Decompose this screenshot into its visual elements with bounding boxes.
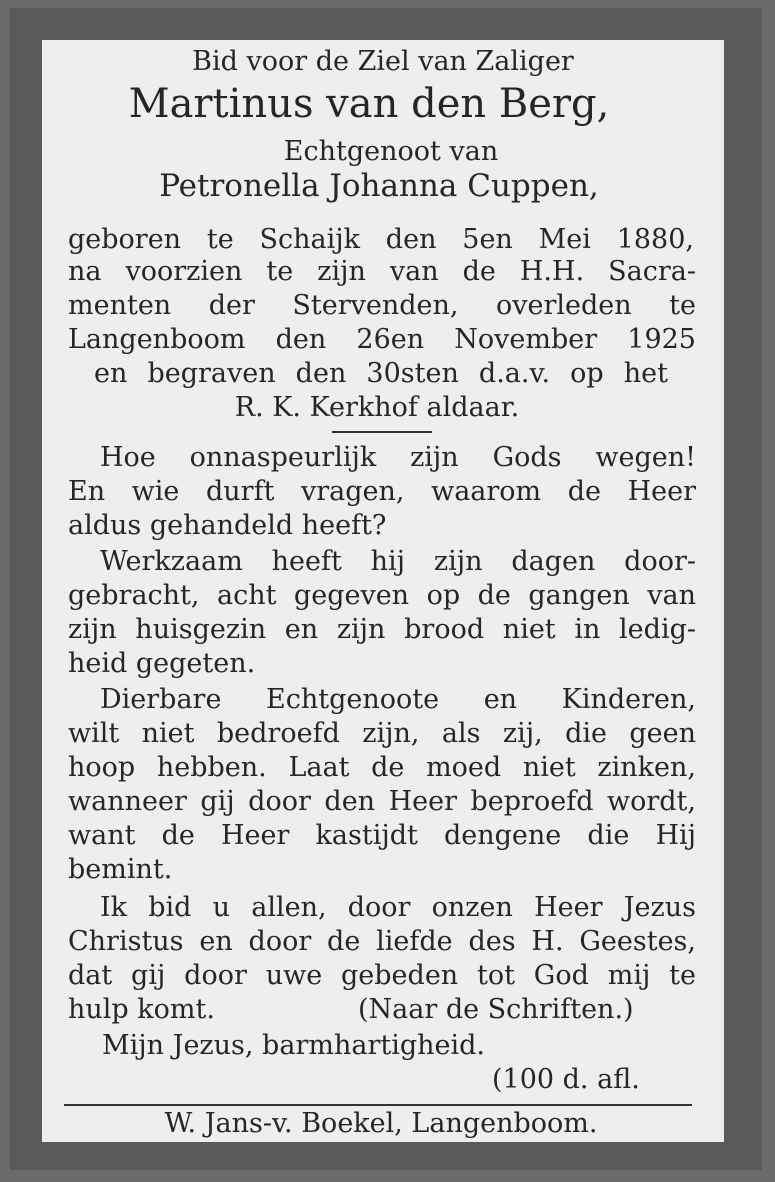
memorial-card xyxy=(42,40,724,1142)
para3-line-6: bemint. xyxy=(68,854,173,885)
para3-line-1: Dierbare Echtgenoote en Kinderen, xyxy=(100,684,696,715)
indulgence-note: (100 d. afl. xyxy=(492,1064,640,1095)
para1-line-1: Hoe onnaspeurlijk zijn Gods wegen! xyxy=(100,442,696,473)
bio-line-3: menten der Stervenden, overleden te xyxy=(68,290,696,321)
spouse-name: Petronella Johanna Cuppen, xyxy=(159,168,599,204)
bio-line-2: na voorzien te zijn van de H.H. Sacra- xyxy=(68,256,696,287)
divider-long xyxy=(64,1104,692,1106)
bio-line-1: geboren te Schaijk den 5en Mei 1880, xyxy=(68,224,694,255)
para1-line-3: aldus gehandeld heeft? xyxy=(68,510,387,541)
bio-line-4: Langenboom den 26en November 1925 xyxy=(68,324,696,355)
para2-line-2: gebracht, acht gegeven op de gangen van xyxy=(68,580,696,611)
para2-line-1: Werkzaam heeft hij zijn dagen door- xyxy=(100,546,696,577)
card-header: Bid voor de Ziel van Zaliger xyxy=(192,46,574,77)
para3-line-2: wilt niet bedroefd zijn, als zij, die geen xyxy=(68,718,696,749)
para2-line-3: zijn huisgezin en zijn brood niet in ledig- xyxy=(68,614,696,645)
para2-line-4: heid gegeten. xyxy=(68,648,256,679)
para3-line-4: wanneer gij door den Heer beproefd wordt, xyxy=(68,786,696,817)
divider-short xyxy=(332,431,432,433)
para3-line-3: hoop hebben. Laat de moed niet zinken, xyxy=(68,752,696,783)
relation-label: Echtgenoot van xyxy=(283,136,499,167)
printer-credit: W. Jans-v. Boekel, Langenboom. xyxy=(164,1108,598,1139)
bio-line-6: R. K. Kerkhof aldaar. xyxy=(234,392,520,423)
para4-line-3: dat gij door uwe gebeden tot God mij te xyxy=(68,960,696,991)
para4-line-4: hulp komt. xyxy=(68,994,215,1025)
para4-line-1: Ik bid u allen, door onzen Heer Jezus xyxy=(100,892,696,923)
para4-line-2: Christus en door de liefde des H. Geestes, xyxy=(68,926,696,957)
deceased-name: Martinus van den Berg, xyxy=(128,81,610,127)
para1-line-2: En wie durft vragen, waarom de Heer xyxy=(68,476,696,507)
prayer-line: Mijn Jezus, barmhartigheid. xyxy=(102,1030,485,1061)
bio-line-5: en begraven den 30sten d.a.v. op het xyxy=(94,358,668,389)
scripture-source: (Naar de Schriften.) xyxy=(358,994,634,1025)
para3-line-5: want de Heer kastijdt dengene die Hij xyxy=(68,820,696,851)
